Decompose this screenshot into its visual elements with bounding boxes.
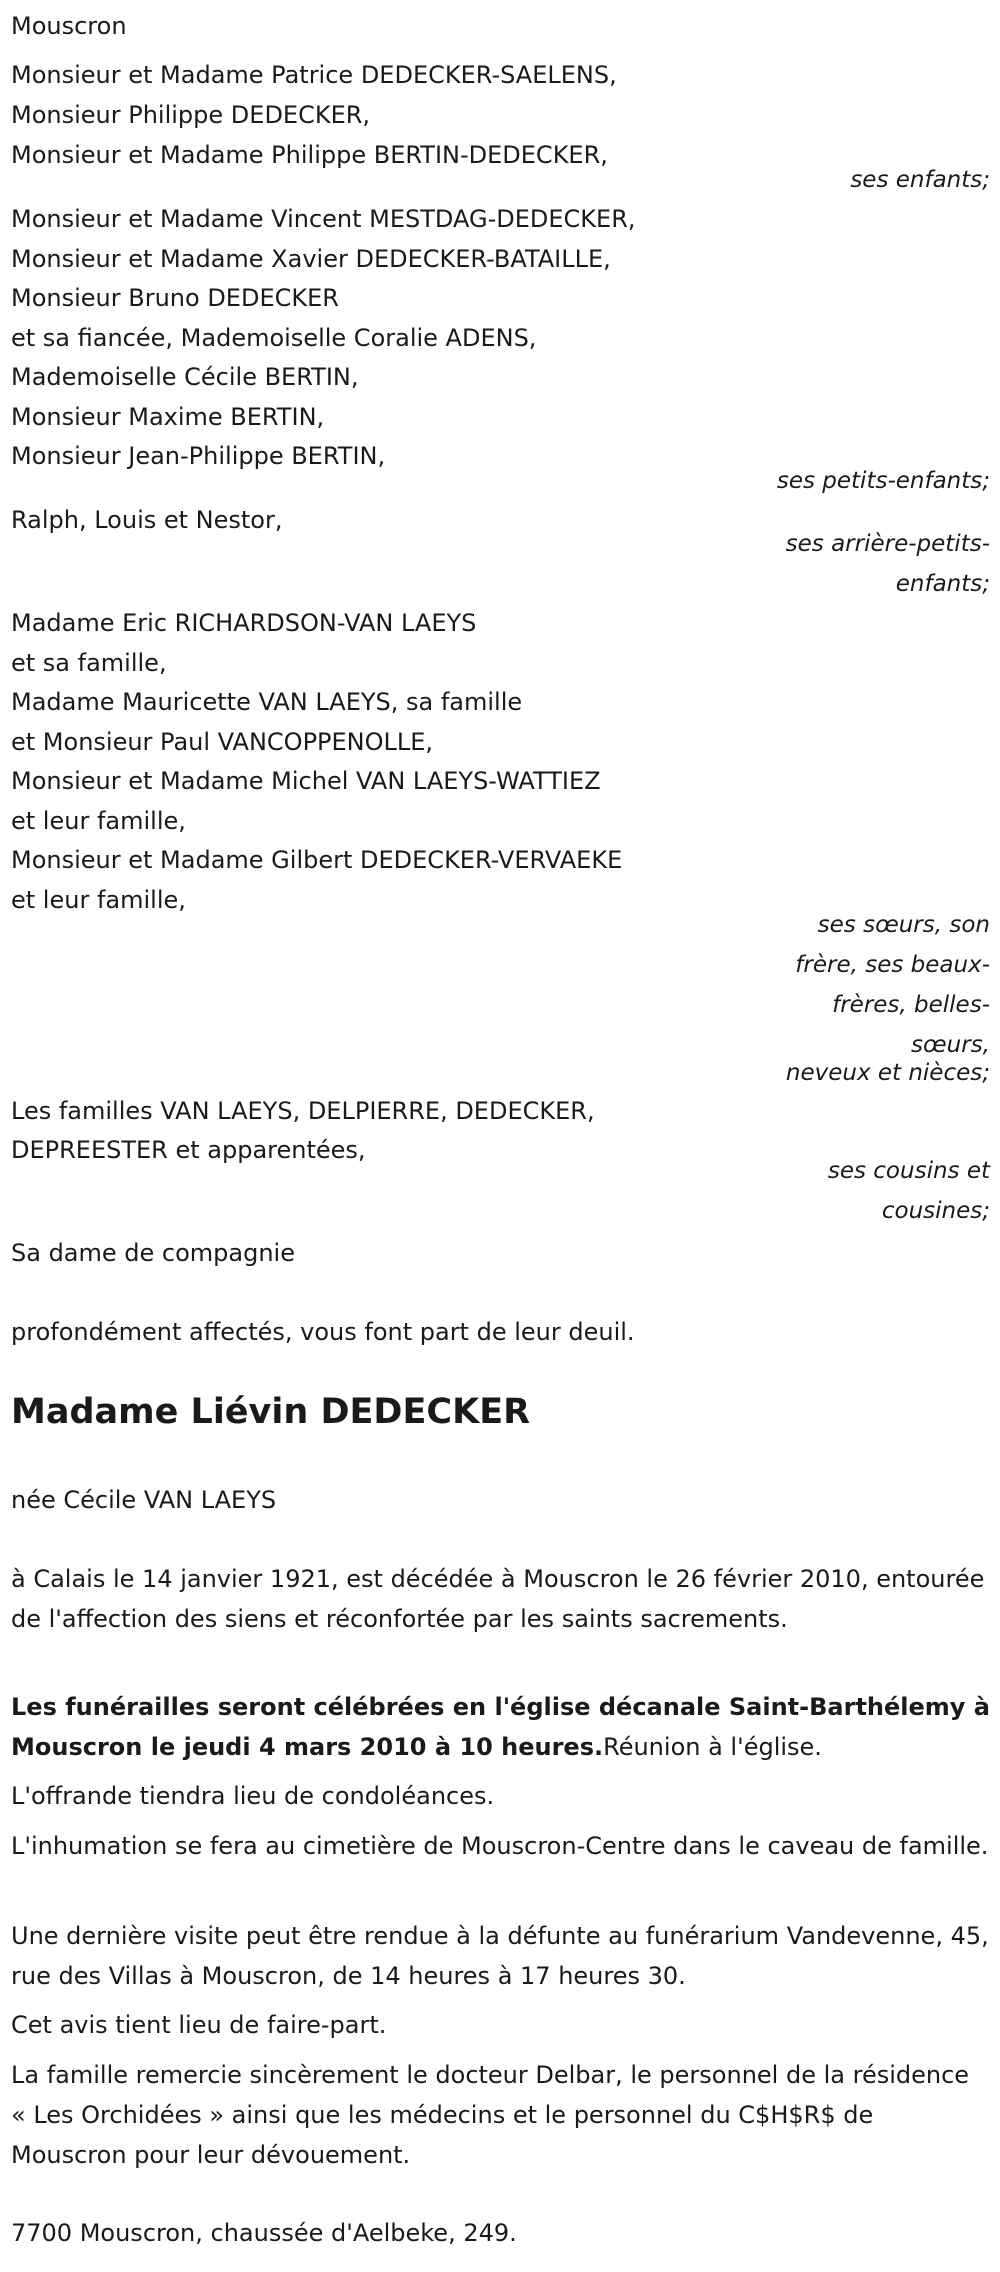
nephews-role: neveux et nièces; [785,1060,990,1086]
siblings-name-3: Madame Mauricette VAN LAEYS, sa famille [11,688,523,716]
address: 7700 Mouscron, chaussée d'Aelbeke, 249. [11,2219,517,2247]
siblings-name-1: Madame Eric RICHARDSON-VAN LAEYS [11,609,477,637]
companion: Sa dame de compagnie [11,1239,295,1267]
grandchildren-name-1: Monsieur et Madame Vincent MESTDAG-DEDECKER, [11,205,636,233]
children-role: ses enfants; [850,167,990,193]
cousins-role-line-2: cousines; [881,1198,990,1224]
great-grandchildren-role [786,524,990,604]
siblings-name-8: et leur famille, [11,886,186,914]
great-grandchildren-role-line-1: ses arrière-petits- [785,531,990,557]
great-grandchildren-role-line-2: enfants; [895,571,990,597]
birth-death-text: à Calais le 14 janvier 1921, est décédée à Mouscron le 26 février 2010, entourée de l'affection des siens et réconfortée par les saints sacrements. [11,1565,985,1633]
siblings-name-6: et leur famille, [11,807,186,835]
burial-text: L'inhumation se fera au cimetière de Mouscron-Centre dans le caveau de famille. [11,1832,989,1860]
children-name-1: Monsieur et Madame Patrice DEDECKER-SAELENS, [11,61,617,89]
siblings-name-7: Monsieur et Madame Gilbert DEDECKER-VERVAEKE [11,846,623,874]
siblings-name-2: et sa famille, [11,649,167,677]
cousins-role-line-1: ses cousins et [827,1158,990,1184]
grandchildren-name-5: Mademoiselle Cécile BERTIN, [11,363,359,391]
grandchildren-role: ses petits-enfants; [776,468,990,494]
funeral-paragraph [11,1687,991,1767]
siblings-role-line-1: ses sœurs, son [817,912,990,938]
children-name-3: Monsieur et Madame Philippe BERTIN-DEDECKER, [11,141,608,169]
cousins-role [828,1151,990,1231]
siblings-role-line-2: frère, ses beaux- [795,952,990,978]
siblings-name-4: et Monsieur Paul VANCOPPENOLLE, [11,728,434,756]
offering-text: L'offrande tiendra lieu de condoléances. [11,1782,495,1810]
announcement: profondément affectés, vous font part de leur deuil. [11,1318,635,1346]
siblings-role-line-4: sœurs, [911,1032,990,1058]
deceased-name: Madame Liévin DEDECKER [11,1392,531,1432]
children-name-2: Monsieur Philippe DEDECKER, [11,101,371,129]
grandchildren-name-3: Monsieur Bruno DEDECKER [11,284,339,312]
visit-text: Une dernière visite peut être rendue à la défunte au funérarium Vandevenne, 45, rue des Villas à Mouscron, de 14 heures à 17 heures 30. [11,1922,989,1990]
cousins-name-2: DEPREESTER et apparentées, [11,1136,366,1164]
funeral-meeting: Réunion à l'église. [603,1733,822,1761]
notice-text: Cet avis tient lieu de faire-part. [11,2011,387,2039]
siblings-role-line-3: frères, belles- [832,992,990,1018]
city-heading: Mouscron [11,12,127,40]
cousins-name-1: Les familles VAN LAEYS, DELPIERRE, DEDECKER, [11,1097,595,1125]
thanks-text: La famille remercie sincèrement le docteur Delbar, le personnel de la résidence « Les Orchidées » ainsi que les médecins et le personnel du C$H$R$ de Mouscron pour leur dévouement. [11,2061,970,2169]
funeral-details: Les funérailles seront célébrées en l'église décanale Saint-Barthélemy à Mouscron le jeudi 4 mars 2010 à 10 heures. [11,1693,990,1761]
grandchildren-name-6: Monsieur Maxime BERTIN, [11,403,325,431]
great-grandchildren-names: Ralph, Louis et Nestor, [11,506,283,534]
siblings-role [795,905,990,1065]
grandchildren-name-2: Monsieur et Madame Xavier DEDECKER-BATAILLE, [11,245,611,273]
grandchildren-name-4: et sa fiancée, Mademoiselle Coralie ADENS, [11,324,537,352]
siblings-name-5: Monsieur et Madame Michel VAN LAEYS-WATTIEZ [11,767,601,795]
maiden-name: née Cécile VAN LAEYS [11,1486,277,1514]
grandchildren-name-7: Monsieur Jean-Philippe BERTIN, [11,442,386,470]
